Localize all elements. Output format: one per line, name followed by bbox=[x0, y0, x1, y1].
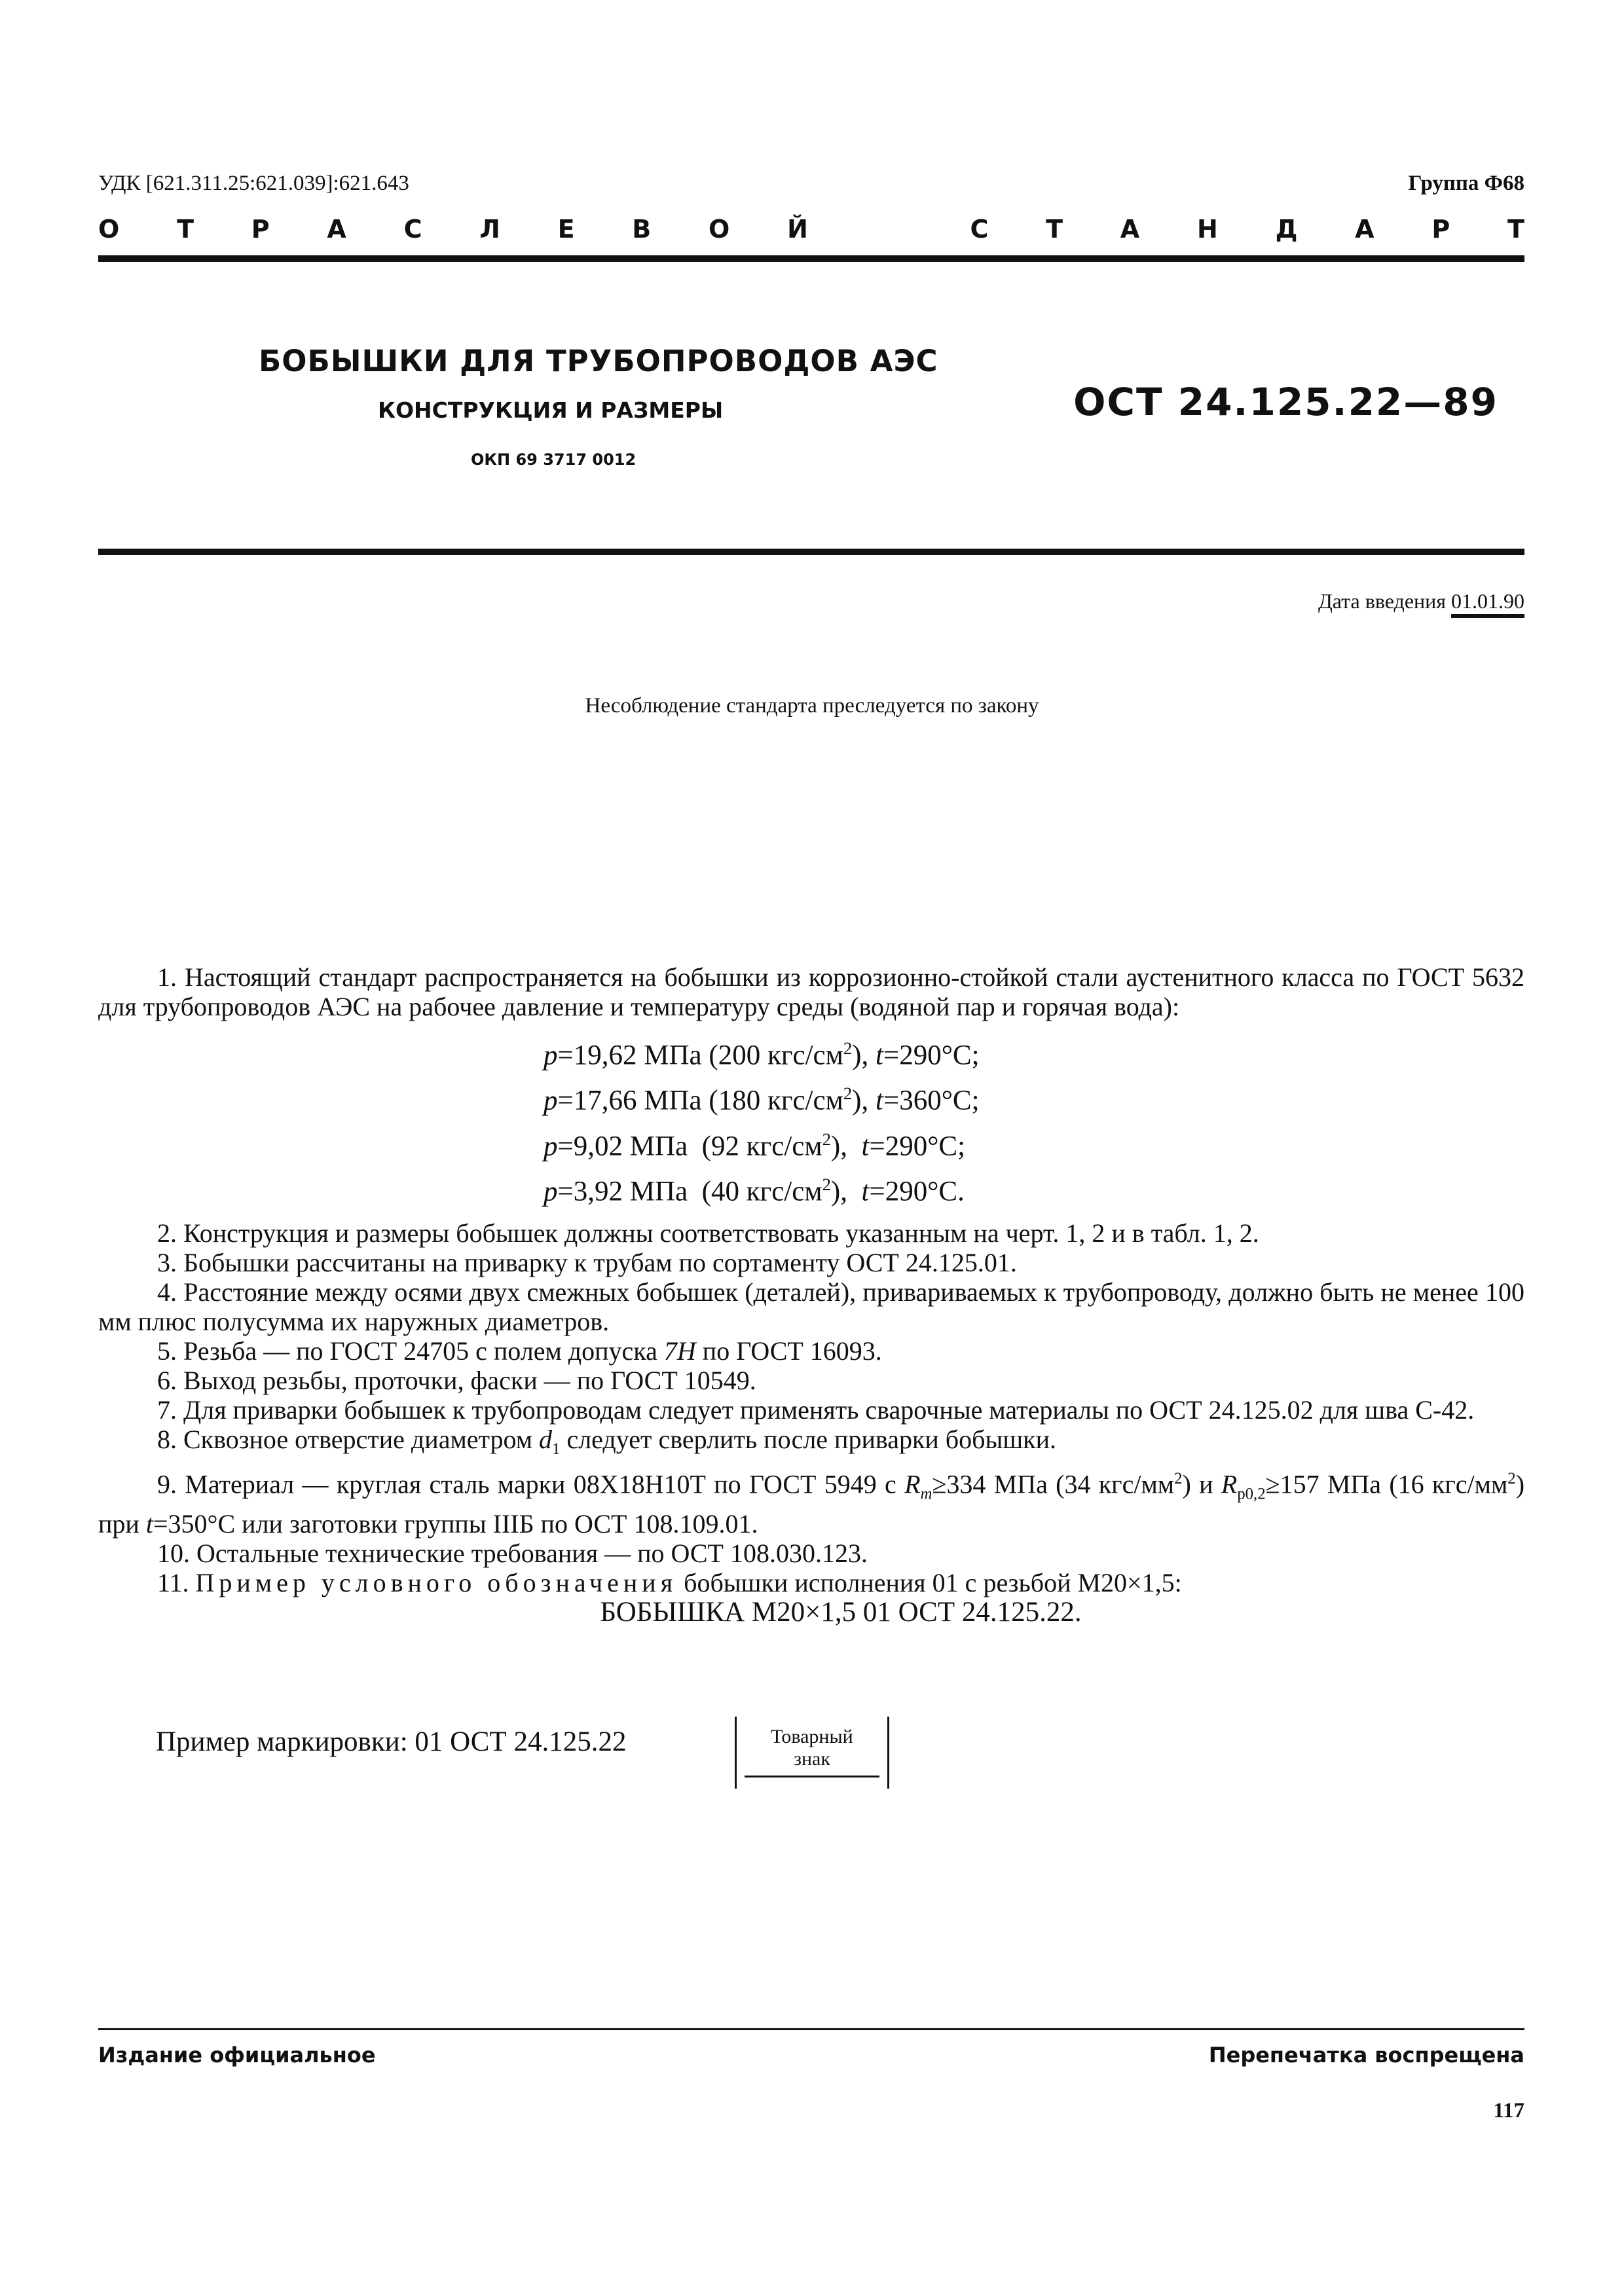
letter: А bbox=[1120, 215, 1140, 244]
clause-11: 11. Пример условного обозначения бобышки исполнения 01 с резьбой М20×1,5: bbox=[157, 1567, 1182, 1597]
okp-code: ОКП 69 3717 0012 bbox=[471, 450, 637, 469]
standard-type-heading bbox=[98, 215, 1524, 247]
header-rule bbox=[98, 255, 1524, 262]
condition-row: p=19,62 МПа (200 кгс/$см^2$), t=290°С; bbox=[544, 1038, 980, 1071]
letter: Д bbox=[1275, 215, 1298, 244]
clause-10: 10. Остальные технические требования — по ОСТ 108.030.123. bbox=[157, 1538, 868, 1568]
footer-rule bbox=[98, 2028, 1524, 2030]
trademark-line: Товарный bbox=[771, 1726, 853, 1747]
letter: Л bbox=[479, 215, 500, 244]
trademark-box bbox=[735, 1717, 889, 1789]
letter: В bbox=[632, 215, 652, 244]
word-gap bbox=[866, 215, 913, 247]
letter: С bbox=[970, 215, 989, 244]
standard-code: ОСТ 24.125.22—89 bbox=[1073, 380, 1498, 424]
clause-4: 4. Расстояние между осями двух смежных бобышек (деталей), привариваемых к трубопроводу, должно быть не менее 100 мм плюс полусумма их наружных диаметров. bbox=[98, 1277, 1524, 1337]
clause-1: 1. Настоящий стандарт распространяется на бобышки из коррозионно-стойкой стали аустенитного класса по ГОСТ 5632 для трубопроводов АЭС на рабочее давление и температуру среды (водяной пар и горячая вода): bbox=[98, 962, 1524, 1021]
page-number: 117 bbox=[1493, 2099, 1524, 2123]
clause-9: 9. Материал — круглая сталь марки 08Х18Н10Т по ГОСТ 5949 с $R_m\ge 334$ МПа (34 кгс/$мм^2$) и $R_{p0,2}\ge 157$ МПа (16 кгс/$мм^2$) при t=350°С или заготовки группы IIIБ по ОСТ 108.109.01. bbox=[98, 1469, 1525, 1539]
clause-7: 7. Для приварки бобышек к трубопроводам следует применять сварочные материалы по ОСТ 24.125.02 для шва С-42. bbox=[157, 1395, 1475, 1425]
group-code: Группа Ф68 bbox=[1408, 172, 1524, 195]
clause-2: 2. Конструкция и размеры бобышек должны соответствовать указанным на черт. 1, 2 и в табл. 1, 2. bbox=[157, 1218, 1259, 1248]
official-edition: Издание официальное bbox=[98, 2043, 376, 2068]
letter: С bbox=[403, 215, 422, 244]
designation-example: БОБЫШКА М20×1,5 01 ОСТ 24.125.22. bbox=[600, 1596, 1082, 1628]
title-rule bbox=[98, 549, 1524, 555]
introduction-date bbox=[1318, 589, 1524, 613]
letter: Е bbox=[557, 215, 575, 244]
udk-code: УДК [621.311.25:621.039]:621.643 bbox=[98, 172, 409, 195]
letter: О bbox=[98, 215, 120, 244]
marking-example: Пример маркировки: 01 ОСТ 24.125.22 bbox=[156, 1726, 627, 1757]
letter: Й bbox=[787, 215, 808, 244]
letter: Р bbox=[1431, 215, 1450, 244]
letter: Н bbox=[1196, 215, 1218, 244]
condition-row: p=17,66 МПа (180 кгс/$см^2$), t=360°С; bbox=[544, 1084, 980, 1116]
letter: Т bbox=[1507, 215, 1524, 244]
date-value: 01.01.90 bbox=[1451, 589, 1524, 618]
clause-8: 8. Сквозное отверстие диаметром $d_1$ следует сверлить после приварки бобышки. bbox=[157, 1425, 1057, 1459]
document-subtitle: КОНСТРУКЦИЯ И РАЗМЕРЫ bbox=[378, 397, 724, 423]
trademark-line: знак bbox=[794, 1748, 830, 1770]
legal-notice: Несоблюдение стандарта преследуется по закону bbox=[585, 694, 1039, 718]
document-title: БОБЫШКИ ДЛЯ ТРУБОПРОВОДОВ АЭС bbox=[259, 344, 938, 378]
clause-6: 6. Выход резьбы, проточки, фаски — по ГОСТ 10549. bbox=[157, 1366, 756, 1396]
letter: Т bbox=[1046, 215, 1063, 244]
document-body bbox=[98, 962, 1524, 1627]
clause-3: 3. Бобышки рассчитаны на приварку к трубам по сортаменту ОСТ 24.125.01. bbox=[157, 1248, 1017, 1278]
letter: О bbox=[709, 215, 730, 244]
date-label: Дата введения bbox=[1318, 589, 1446, 613]
condition-row: p=9,02 МПа (92 кгс/$см^2$), t=290°С; bbox=[544, 1129, 966, 1161]
letter: А bbox=[327, 215, 346, 244]
letter: Р bbox=[251, 215, 270, 244]
letter: А bbox=[1355, 215, 1375, 244]
reprint-prohibited: Перепечатка воспрещена bbox=[1208, 2043, 1524, 2068]
letter: Т bbox=[177, 215, 194, 244]
operating-conditions bbox=[98, 1029, 1524, 1211]
clause-5: 5. Резьба — по ГОСТ 24705 с полем допуска 7H по ГОСТ 16093. bbox=[157, 1336, 882, 1366]
condition-row: p=3,92 МПа (40 кгс/$см^2$), t=290°С. bbox=[544, 1174, 965, 1207]
